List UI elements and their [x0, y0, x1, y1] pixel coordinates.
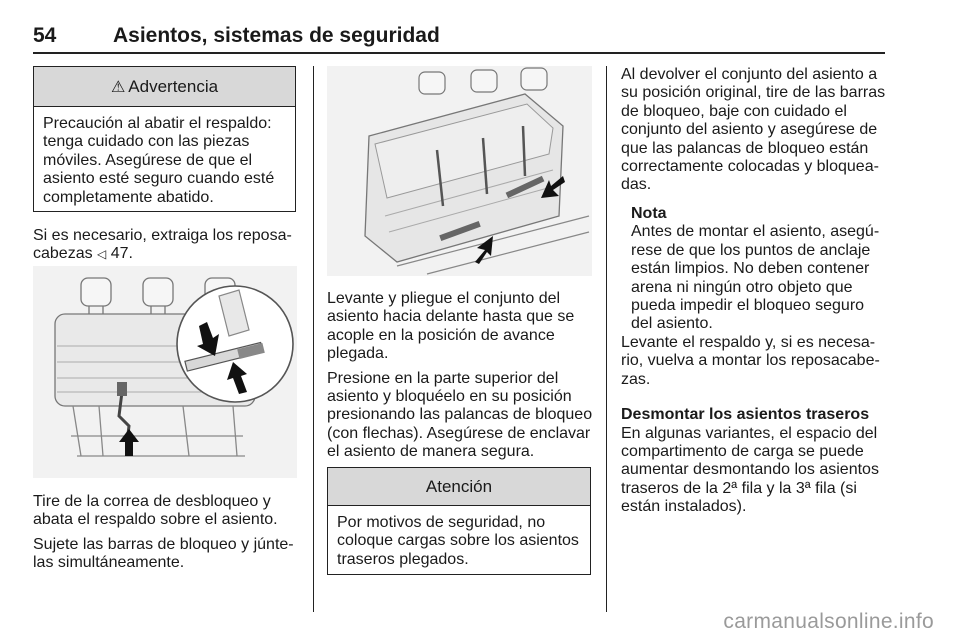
seat-fold-drawing: [33, 266, 297, 478]
paragraph-line: [33, 245, 301, 263]
watermark: carmanualsonline.info: [723, 610, 934, 633]
col3-paragraphs: [621, 334, 891, 517]
page-number: 54: [33, 24, 57, 47]
warning-box: [33, 66, 296, 212]
paragraph-text: Al devolver el conjunto del asiento a su posición original, tire de las barras de bloqueo, baje con cuidado el conjunto del asiento y asegúrese de que las palancas de bloqueo están correctamente colocadas y bloquea-das.: [621, 66, 886, 194]
paragraph-line: Si es necesario, extraiga los reposa-: [33, 227, 292, 244]
page-header: [33, 22, 885, 54]
attention-box: [327, 467, 591, 575]
attention-text: Por motivos de seguridad, no coloque cargas sobre los asientos traseros plegados.: [337, 514, 579, 568]
note-title: Nota: [631, 205, 667, 222]
col1-paragraph-strap: [33, 493, 301, 573]
section-heading: Desmontar los asientos traseros: [621, 406, 870, 424]
warning-triangle-icon: ⚠: [110, 78, 126, 96]
paragraph-text: cabezas: [33, 245, 93, 263]
paragraph-text: Levante el respaldo y, si es necesa-rio, vuelva a montar los reposacabe-zas.: [621, 334, 880, 388]
note-text: Antes de montar el asiento, asegú-rese de que los puntos de anclaje están limpios. No deben contener arena ni ningún otro objeto que pueda impedir el bloqueo seguro del asiento.: [631, 223, 880, 333]
page-title: Asientos, sistemas de seguridad: [113, 24, 440, 47]
attention-header: Atención: [328, 468, 590, 506]
page-reference-arrow-icon: ◁: [97, 247, 107, 262]
paragraph-text: Tire de la correa de desbloqueo y abata el respaldo sobre el asiento.: [33, 493, 278, 529]
note-block: [631, 205, 889, 334]
seat-forward-illustration: [327, 66, 592, 276]
col3-paragraph-return: [621, 66, 891, 195]
seat-fold-illustration: [33, 266, 297, 478]
page-reference-link[interactable]: 47.: [110, 245, 133, 263]
warning-header: [34, 67, 295, 107]
warning-text: Precaución al abatir el respaldo: tenga cuidado con las piezas móviles. Asegúrese de que el asiento esté seguro cuando esté completamente abatido.: [43, 115, 275, 206]
column-divider: [606, 66, 607, 612]
paragraph-text: Sujete las barras de bloqueo y júnte-las simultáneamente.: [33, 535, 294, 572]
paragraph-text: Levante y pliegue el conjunto del asiento hacia delante hasta que se acople en la posición de avance plegada.: [327, 290, 575, 363]
seat-forward-drawing: [327, 66, 592, 276]
paragraph-text: Presione en la parte superior del asiento y bloquéelo en su posición presionando las palancas de bloqueo (con flechas). Asegúrese de enclavar el asiento de manera segura.: [327, 369, 593, 461]
paragraph-text: En algunas variantes, el espacio del compartimento de carga se puede aumentar desmontando los asientos traseros de la 2ª fila y la 3ª fila (si están instalados).: [621, 424, 879, 516]
warning-title: Advertencia: [128, 76, 219, 96]
column-divider: [313, 66, 314, 612]
col1-paragraph-headrests: [33, 227, 301, 264]
col2-paragraphs: [327, 290, 593, 462]
